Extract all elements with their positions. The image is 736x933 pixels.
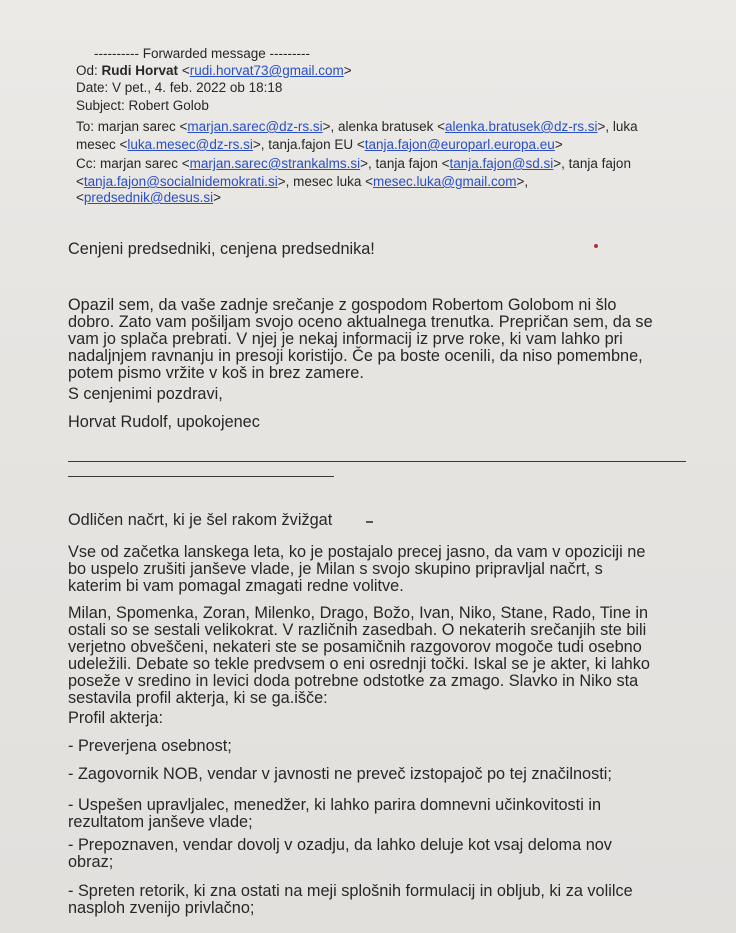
to-email-bratusek[interactable]: alenka.bratusek@dz-rs.si <box>445 119 598 134</box>
letter-para-line: Opazil sem, da vaše zadnje srečanje z gospodom Robertom Golobom ni šlo <box>68 296 617 314</box>
separator-line-short <box>68 476 334 477</box>
article-para-line: Milan, Spomenka, Zoran, Milenko, Drago, Božo, Ivan, Niko, Stane, Rado, Tine in <box>68 604 649 622</box>
to-email-mesec[interactable]: luka.mesec@dz-rs.si <box>127 137 253 152</box>
profile-item: - Uspešen upravljalec, menedžer, ki lahko parira domnevni učinkovitosti in <box>68 796 602 814</box>
to-email-sarec[interactable]: marjan.sarec@dz-rs.si <box>187 119 323 134</box>
forwarded-marker: ---------- Forwarded message --------- <box>94 46 310 61</box>
article-para-line: verjetno obveščeni, nekateri ste se posamičnih razgovorov mogoče tudi osebno <box>68 638 642 656</box>
profile-item: - Preverjena osebnost; <box>68 737 232 755</box>
subject-line: Subject: Robert Golob <box>76 98 209 113</box>
article-para-line: ostali so se sestali velikokrat. V različnih zasedbah. O nekaterih srečanjih ste bili <box>68 621 647 639</box>
article-para-line: poseže v sredino in levici doda potrebne odstotke za zmago. Slavko in Niko sta <box>68 672 639 690</box>
profile-item-cont: rezultatom janševe vlade; <box>68 813 253 831</box>
letter-para-line: nadaljnjem ravnanju in presoji koristijo. Če pa boste ocenili, da niso pomembne, <box>68 347 643 365</box>
from-label: Od: <box>76 63 98 78</box>
article-para-line: sestavila profil akterja, ki se ga.išče: <box>68 689 328 707</box>
cc-email-desus[interactable]: predsednik@desus.si <box>83 190 214 205</box>
article-para-line: udeležili. Debate so tekle predvsem o eni osrednji točki. Iskal se je akter, ki lahko <box>68 655 650 673</box>
profile-item: - Spreten retorik, ki zna ostati na meji splošnih formulacij in obljub, ki za volilce <box>68 882 633 900</box>
letter-para-line: dobro. Zato vam pošiljam svojo oceno aktualnega trenutka. Prepričan sem, da se <box>68 313 653 331</box>
article-para-line: Vse od začetka lanskega leta, ko je postajalo precej jasno, da vam v opoziciji ne <box>68 543 646 561</box>
from-line: Od: Rudi Horvat <rudi.horvat73@gmail.com> <box>76 63 352 78</box>
article-para-line: bo uspelo zrušiti janševe vlade, je Milan s svojo skupino pripravljal načrt, s <box>68 560 603 578</box>
letter-para-line: vam jo splača prebrati. V njej je nekaj informacij iz prve roke, ki vam lahko pri <box>68 330 623 348</box>
letter-para-line: potem pismo vržite v koš in brez zamere. <box>68 364 364 382</box>
to-email-fajon-eu[interactable]: tanja.fajon@europarl.europa.eu <box>364 137 555 152</box>
closing: S cenjenimi pozdravi, <box>68 385 223 403</box>
to-line-1: To: marjan sarec <marjan.sarec@dz-rs.si>, alenka bratusek <alenka.bratusek@dz-rs.si>, luka <box>76 119 638 134</box>
cc-line-2: <tanja.fajon@socialnidemokrati.si>, mesec luka <mesec.luka@gmail.com>, <box>76 174 529 189</box>
cc-line-1: Cc: marjan sarec <marjan.sarec@strankalms.si>, tanja fajon <tanja.fajon@sd.si>, tanja fajon <box>76 156 631 171</box>
from-name: Rudi Horvat <box>101 63 179 78</box>
cc-email-fajon-socdem[interactable]: tanja.fajon@socialnidemokrati.si <box>83 174 278 189</box>
signature: Horvat Rudolf, upokojenec <box>68 413 260 431</box>
stray-mark <box>366 521 373 523</box>
article-para-line: katerim bi vam pomagal zmagati redne volitve. <box>68 577 404 595</box>
cc-email-mesec-gmail[interactable]: mesec.luka@gmail.com <box>373 174 517 189</box>
to-line-2: mesec <luka.mesec@dz-rs.si>, tanja.fajon EU <tanja.fajon@europarl.europa.eu> <box>76 137 563 152</box>
greeting: Cenjeni predsedniki, cenjena predsednika! <box>68 240 375 258</box>
cc-email-sarec[interactable]: marjan.sarec@strankalms.si <box>189 156 361 171</box>
profile-item-cont: nasploh zvenijo privlačno; <box>68 899 255 917</box>
profile-item: - Zagovornik NOB, vendar v javnosti ne preveč izstopajoč po tej značilnosti; <box>68 765 612 783</box>
date-line: Date: V pet., 4. feb. 2022 ob 18:18 <box>76 80 283 95</box>
profile-heading: Profil akterja: <box>68 709 164 727</box>
cc-email-fajon-sd[interactable]: tanja.fajon@sd.si <box>449 156 554 171</box>
separator-line <box>68 461 686 462</box>
article-title: Odličen načrt, ki je šel rakom žvižgat <box>68 511 333 529</box>
cc-line-3: <predsednik@desus.si> <box>76 190 222 205</box>
profile-item-cont: obraz; <box>68 853 114 871</box>
from-email-link[interactable]: rudi.horvat73@gmail.com <box>189 63 344 78</box>
profile-item: - Prepoznaven, vendar dovolj v ozadju, da lahko deluje kot vsaj deloma nov <box>68 836 612 854</box>
red-mark <box>594 244 598 248</box>
